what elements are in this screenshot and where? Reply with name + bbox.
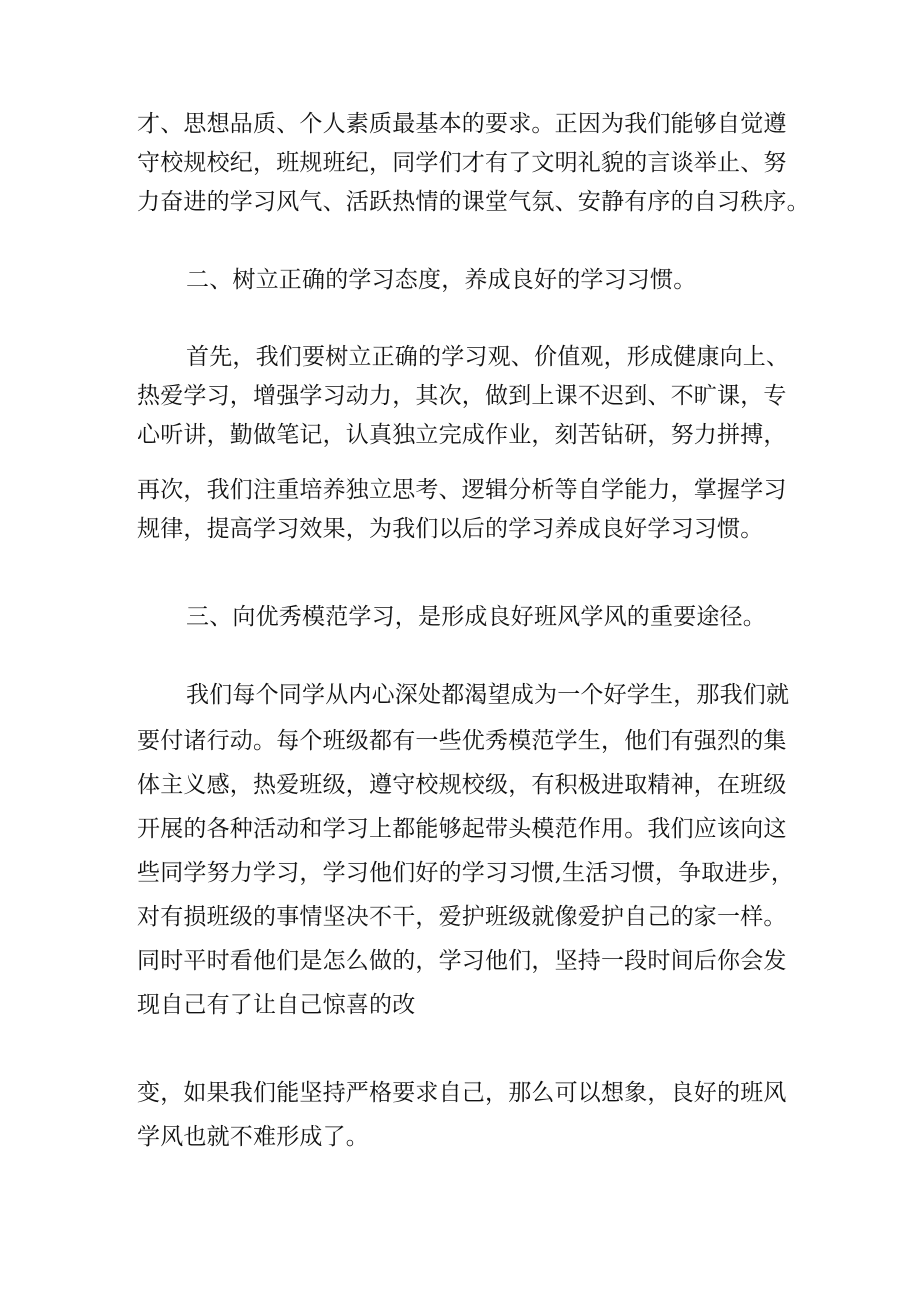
paragraph-3-line-1: 我们每个同学从内心深处都渴望成为一个好学生，那我们就 [186, 682, 790, 708]
paragraph-1-line-2: 守校规校纪，班规班纪，同学们才有了文明礼貌的言谈举止、努 [137, 150, 787, 176]
paragraph-3-line-5: 些同学努力学习，学习他们好的学习习惯,生活习惯，争取进步， [137, 860, 795, 886]
paragraph-1-line-1: 才、思想品质、个人素质最基本的要求。正因为我们能够自觉遵 [137, 111, 787, 137]
paragraph-3-line-2: 要付诸行动。每个班级都有一些优秀模范学生，他们有强烈的集 [137, 728, 787, 754]
paragraph-2-line-1: 首先，我们要树立正确的学习观、价值观，形成健康向上、 [186, 344, 790, 370]
paragraph-1-line-3: 力奋进的学习风气、活跃热情的课堂气氛、安静有序的自习秩序。 [137, 189, 810, 215]
paragraph-2-line-4: 再次，我们注重培养独立思考、逻辑分析等自学能力，掌握学习 [137, 477, 787, 503]
paragraph-4-line-2: 学风也就不难形成了。 [137, 1124, 369, 1150]
paragraph-2-line-3: 心听讲，勤做笔记，认真独立完成作业，刻苦钻研，努力拼搏， [137, 422, 787, 448]
section-heading-2: 二、树立正确的学习态度，养成良好的学习习惯。 [186, 267, 697, 293]
paragraph-3-line-4: 开展的各种活动和学习上都能够起带头模范作用。我们应该向这 [137, 816, 787, 842]
paragraph-3-line-8: 现自己有了让自己惊喜的改 [137, 992, 416, 1018]
paragraph-4-line-1: 变，如果我们能坚持严格要求自己，那么可以想象，良好的班风 [137, 1080, 787, 1106]
section-heading-3: 三、向优秀模范学习，是形成良好班风学风的重要途径。 [186, 604, 766, 630]
paragraph-2-line-2: 热爱学习，增强学习动力，其次，做到上课不迟到、不旷课，专 [137, 383, 787, 409]
paragraph-3-line-3: 体主义感，热爱班级，遵守校规校级，有积极进取精神，在班级 [137, 772, 787, 798]
paragraph-2-line-5: 规律，提高学习效果，为我们以后的学习养成良好学习习惯。 [137, 516, 764, 542]
paragraph-3-line-6: 对有损班级的事情坚决不干，爱护班级就像爱护自己的家一样。 [137, 904, 787, 930]
paragraph-3-line-7: 同时平时看他们是怎么做的，学习他们，坚持一段时间后你会发 [137, 948, 787, 974]
